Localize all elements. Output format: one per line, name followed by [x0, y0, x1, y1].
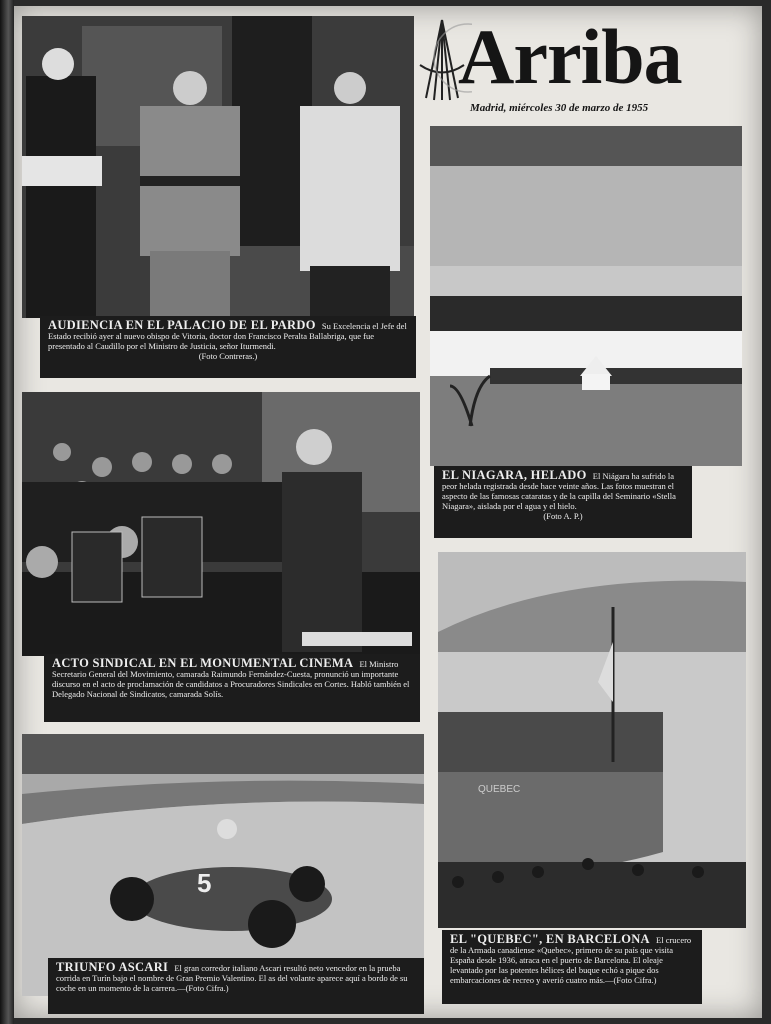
dateline: Madrid, miércoles 30 de marzo de 1955 [470, 102, 649, 114]
caption-audiencia [40, 316, 416, 378]
masthead [412, 10, 742, 130]
photo-ascari [22, 734, 424, 996]
photo-acto-sindical [22, 392, 420, 656]
headline-quebec: EL "QUEBEC", EN BARCELONA [450, 932, 650, 946]
photo-acto-sindical-image [22, 392, 420, 656]
newspaper-logo: Arriba [458, 13, 682, 100]
photo-niagara-image [430, 126, 742, 466]
book-spine [0, 0, 14, 1024]
body-ascari: El gran corredor italiano Ascari resultó neto vencedor en la prueba corrida en Turín bajo el nombre de Gran Premio Valentino. El as del volante aparece aquí a bordo de su coche en un momento de la carrera.—(Foto Cifra.) [56, 963, 408, 993]
caption-acto-sindical [44, 654, 420, 722]
photo-quebec [438, 552, 746, 928]
credit-niagara: (Foto A. P.) [543, 511, 583, 521]
headline-audiencia: AUDIENCIA EN EL PALACIO DE EL PARDO [48, 318, 316, 332]
caption-niagara [434, 466, 692, 538]
body-quebec: El crucero de la Armada canadiense «Quebec», primero de su país que visita España desde 1936, atraca en el puerto de Barcelona. El oleaje levantado por las potentes hélices del buque echó a pique dos embarcaciones de recreo y averió cuatro más.—(Foto Cifra.) [450, 935, 692, 985]
ship-hull-text: QUEBEC [478, 784, 521, 795]
headline-acto-sindical: ACTO SINDICAL EN EL MONUMENTAL CINEMA [52, 656, 354, 670]
caption-quebec [442, 930, 702, 1004]
headline-ascari: TRIUNFO ASCARI [56, 960, 169, 974]
photo-ascari-image [22, 734, 424, 996]
caption-ascari [48, 958, 424, 1014]
photo-audiencia-image [22, 16, 414, 318]
body-audiencia: Su Excelencia el Jefe del Estado recibió ayer al nuevo obispo de Vitoria, doctor don Francisco Peralta Ballabriga, que fue presentado al Caudillo por el Ministro de Justicia, señor Iturmendi. [48, 321, 407, 351]
photo-quebec-image [438, 552, 746, 928]
body-niagara: El Niágara ha sufrido la peor helada registrada desde hace veinte años. Las fotos muestran el aspecto de las famosas cataratas y de la capilla del Seminario «Stella Niagara», aislada por el agua y el hielo. [442, 471, 676, 511]
car-number: 5 [197, 868, 212, 898]
credit-audiencia: (Foto Contreras.) [198, 351, 258, 361]
photo-niagara [430, 126, 742, 466]
body-acto-sindical: El Ministro Secretario General del Movimiento, camarada Raimundo Fernández-Cuesta, pronunció un importante discurso en el acto de proclamación de candidatos a Procuradores Sindicales en Cortes. Habló también el Delegado Nacional de Sindicatos, camarada Solís. [52, 659, 410, 699]
photo-audiencia [22, 16, 414, 318]
headline-niagara: EL NIAGARA, HELADO [442, 468, 587, 482]
